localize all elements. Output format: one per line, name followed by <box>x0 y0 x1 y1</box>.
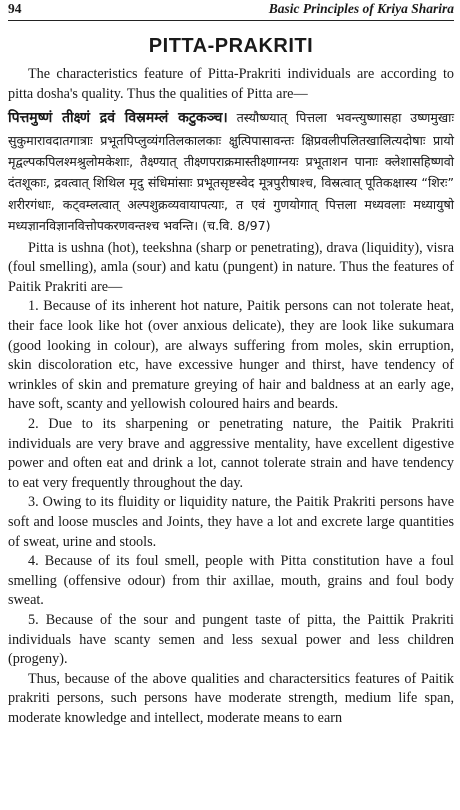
page-header <box>8 0 454 21</box>
sanskrit-verse <box>8 107 454 236</box>
paragraph-pitta-nature: Pitta is ushna (hot), teekshna (sharp or penetrating), drava (liquidity), visra (foul smelling), amla (sour) and katu (pungent) in nature. Thus the features of Paitik Prakriti are— <box>8 239 454 295</box>
running-head: Basic Principles of Kriya Sharira <box>268 1 454 16</box>
intro-paragraph: The characteristics feature of Pitta-Prakriti individuals are according to pitta dosha's quality. Thus the qualities of Pitta are— <box>8 66 454 102</box>
sanskrit-verse-lead: पित्तमुष्णं तीक्ष्णं द्रवं विस्रमम्लं कटुकञ्च। <box>8 110 228 127</box>
paragraph-point-3: 3. Owing to its fluidity or liquidity nature, the Paitik Prakriti persons have soft and loose muscles and Joints, they have a lot and excrete large quantities of sweat, urine and stools. <box>8 494 454 550</box>
paragraph-point-5: 5. Because of the sour and pungent taste of pitta, the Paittik Prakriti individuals have scanty semen and less sexual power and less children (progeny). <box>8 611 454 668</box>
paragraph-point-2: 2. Due to its sharpening or penetrating nature, the Paitik Prakriti individuals are very brave and aggressive mentality, have excellent digestive power and often eat and drink a lot, cannot tolerate strain and have tendency to eat very frequently throughout the day. <box>8 415 454 491</box>
sanskrit-citation: (च.वि. 8/97) <box>198 218 271 234</box>
paragraph-point-4: 4. Because of its foul smell, people with Pitta constitution have a foul smelling (offensive odour) from thir axillae, mouth, grains and foul body sweat. <box>8 553 454 609</box>
paragraph-conclusion: Thus, because of the above qualities and charactersitics features of Paitik prakriti persons, such persons have moderate strength, medium life span, moderate knowledge and intellect, moderate means to earn <box>8 670 454 726</box>
sanskrit-verse-body: तस्यौष्ण्यात् पित्तला भवन्त्युष्णासहा उष्णमुखाः सुकुमारावदातगात्राः प्रभूतपिप्लुव्यंगतिलकालकाः क्षुत्पिपासावन्तः क्षिप्रवलीपलितखालित्यदोषाः प्रायो मृद्वल्पकपिलश्मश्रुलोमकेशाः, तैक्ष्ण्यात् तीक्ष्णपराक्रमास्तीक्ष्णाग्नयः प्रभूताशन पानाः क्लेशासहिष्णवो दंतशूकाः, द्रवत्वात् शिथिल मृदु संधिमांसाः प्रभूतसृष्टस्वेद मूत्रपुरीषाश्च, विस्रत्वात् पूतिकक्षास्य “शिरः” शरीरगंधाः, कट्वम्लत्वात् अल्पशुक्रव्यवायापत्याः, त एवं गुणयोगात् पित्तला मध्यवलाः मध्यायुषो मध्यज्ञानविज्ञानवित्तोपकरणवन्तश्च भवन्ति। <box>8 110 454 234</box>
page-number: 94 <box>8 1 22 16</box>
section-title: PITTA-PRAKRITI <box>148 35 314 57</box>
paragraph-point-1: 1. Because of its inherent hot nature, Paitik persons can not tolerate heat, their face look like hot (over anxious delicate), they are look like sukumara (good looking in colour), are always suffering from moles, skin erruption, skin discoloration etc, have excessive hunger and thirst, have tendency of wrinkles of skin and premature greying of hair and baldness at an early age, have soft, scanty and yellowish coloured hairs and beards. <box>8 298 454 413</box>
